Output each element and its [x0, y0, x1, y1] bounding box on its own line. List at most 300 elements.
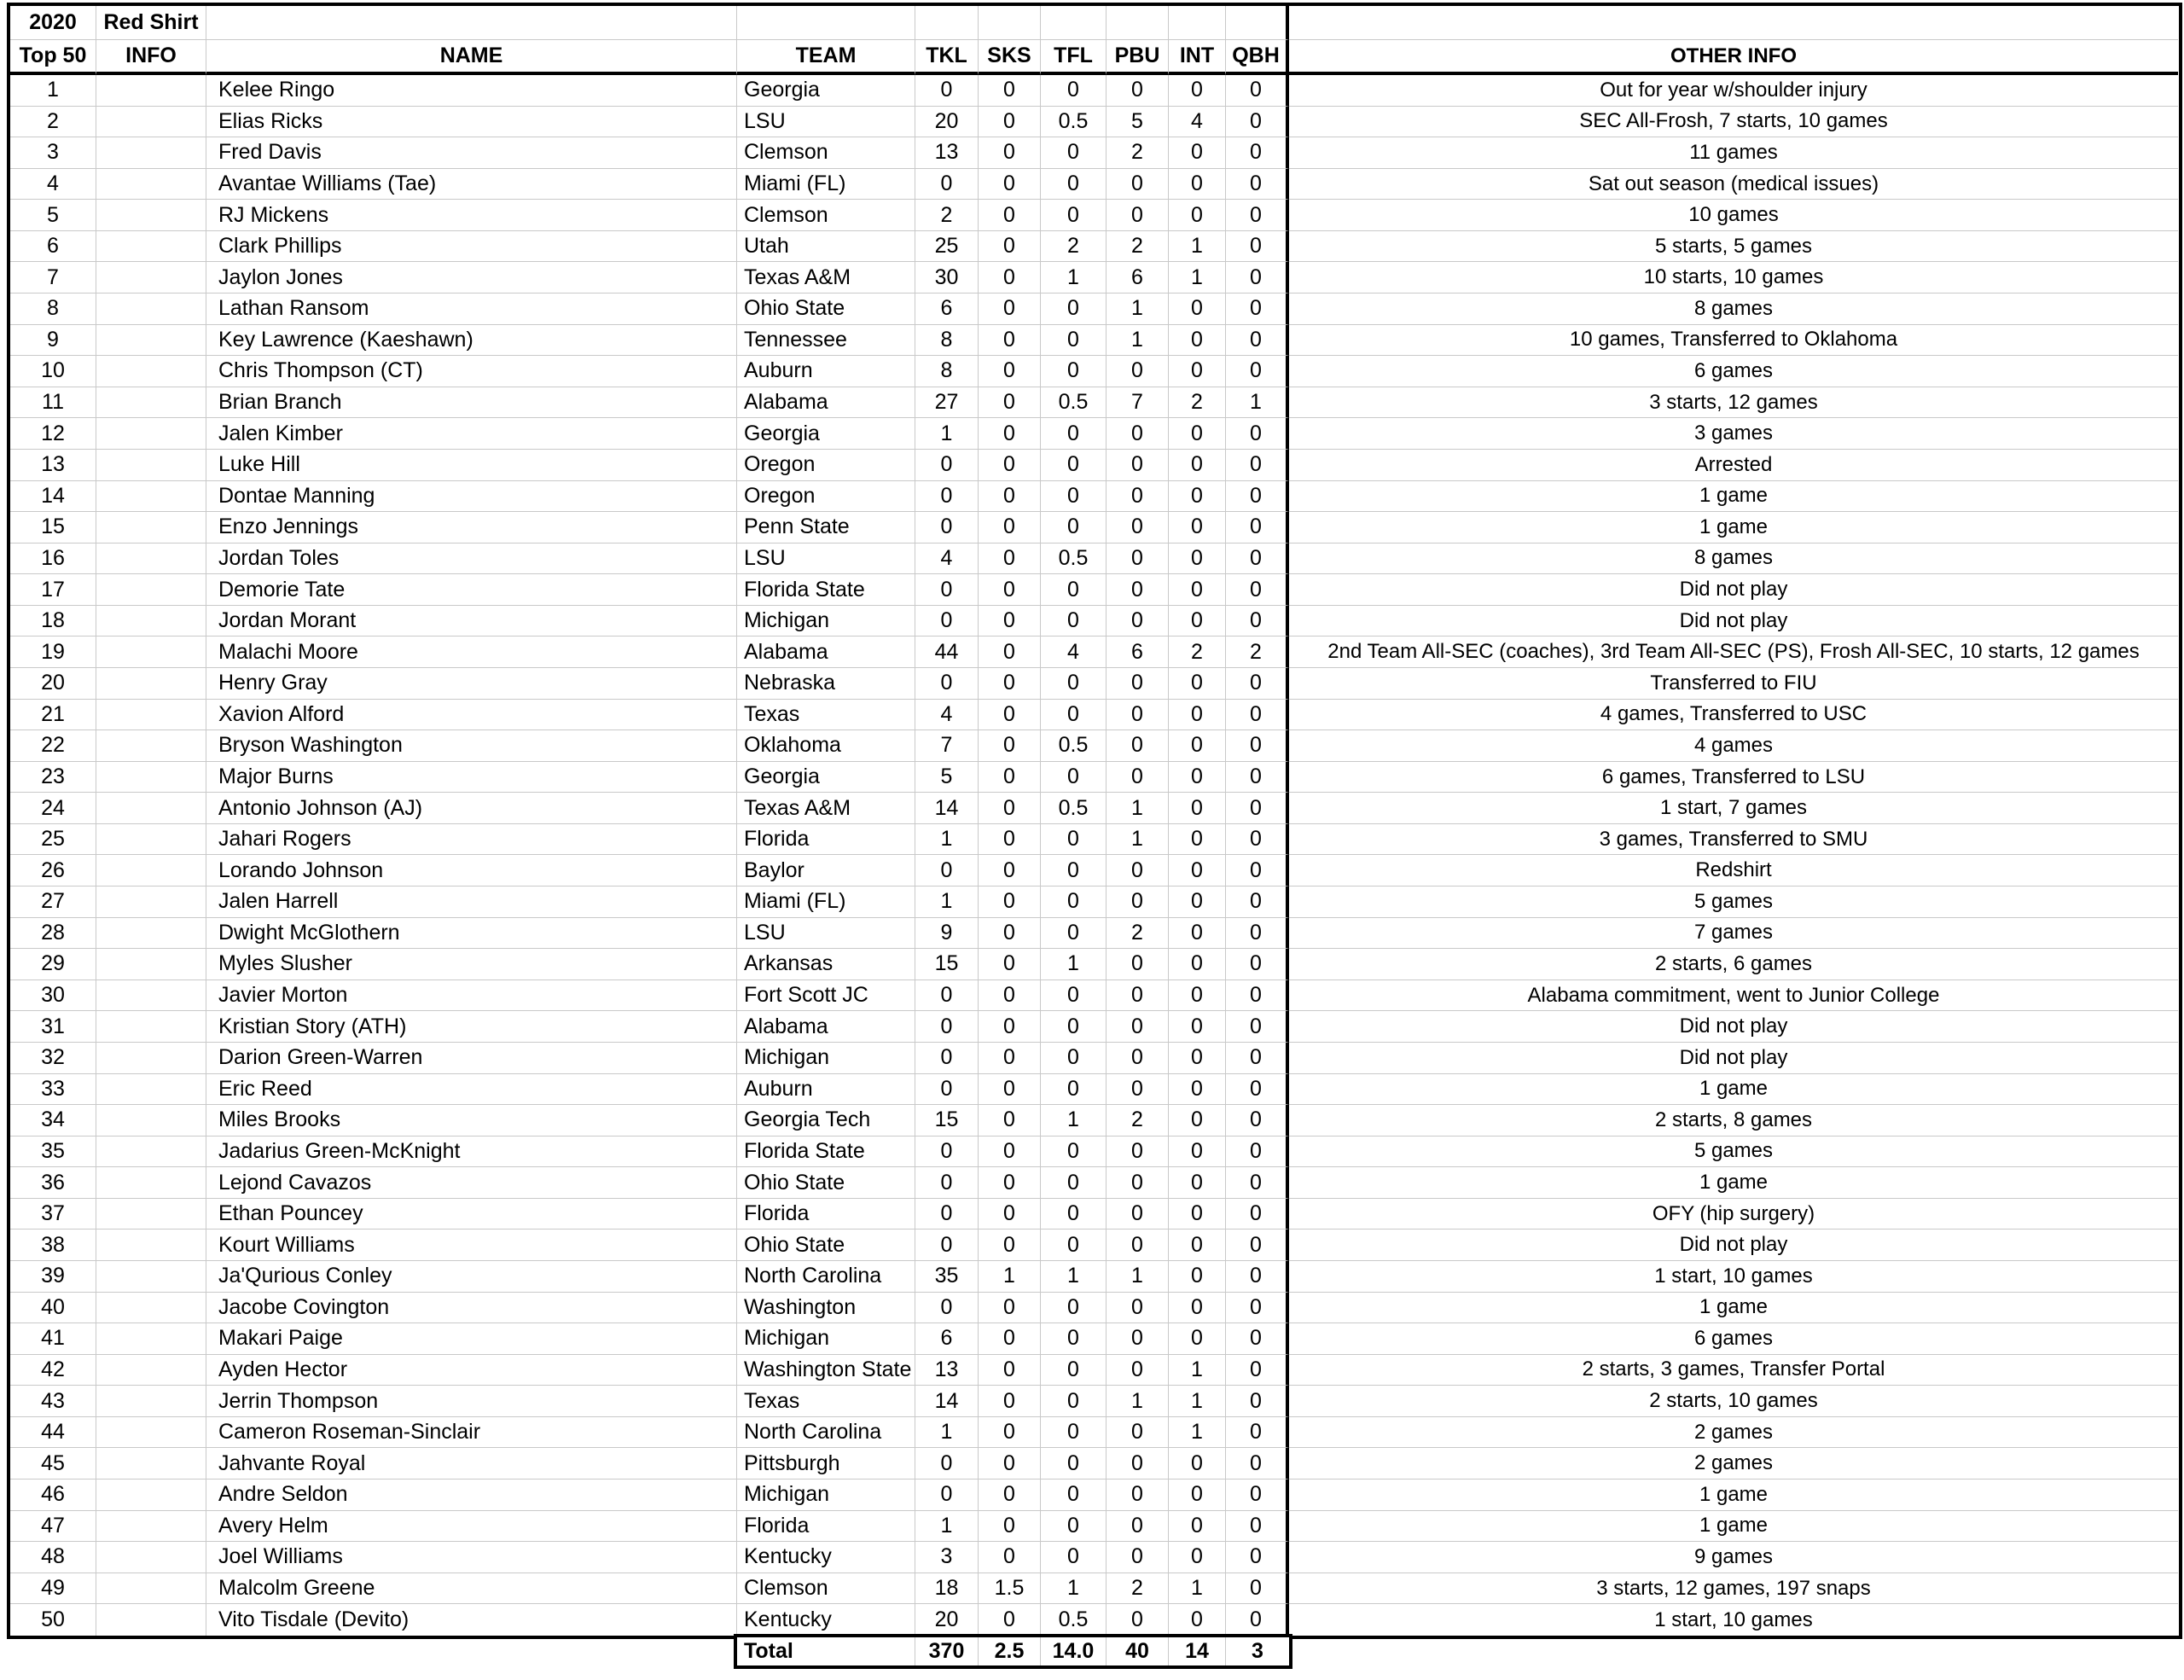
team-cell: Pittsburgh	[737, 1448, 915, 1479]
pbu-cell: 0	[1107, 1355, 1169, 1386]
name-cell: Brian Branch	[206, 387, 737, 419]
sks-cell: 1.5	[979, 1573, 1041, 1605]
int-cell: 0	[1169, 75, 1226, 107]
rank-cell: 35	[10, 1136, 96, 1168]
qbh-cell: 0	[1226, 730, 1289, 762]
int-cell: 0	[1169, 200, 1226, 231]
team-cell: Washington	[737, 1293, 915, 1324]
tfl-cell: 0	[1041, 606, 1107, 637]
team-cell: Oregon	[737, 450, 915, 481]
pbu-cell: 1	[1107, 1386, 1169, 1417]
tkl-cell: 15	[915, 1105, 979, 1136]
tfl-cell: 4	[1041, 637, 1107, 668]
qbh-cell: 0	[1226, 1386, 1289, 1417]
pbu-cell: 5	[1107, 107, 1169, 138]
top50-stats-table	[7, 3, 2182, 1639]
rank-cell: 10	[10, 356, 96, 387]
rank-cell: 22	[10, 730, 96, 762]
int-cell: 0	[1169, 606, 1226, 637]
team-cell: LSU	[737, 107, 915, 138]
tkl-cell: 30	[915, 262, 979, 294]
pbu-cell: 0	[1107, 1011, 1169, 1043]
team-cell: Auburn	[737, 1074, 915, 1106]
qbh-cell: 0	[1226, 887, 1289, 918]
int-cell: 0	[1169, 824, 1226, 856]
tkl-cell: 0	[915, 1043, 979, 1074]
qbh-cell: 0	[1226, 294, 1289, 325]
other-info-cell: 3 games	[1289, 418, 2178, 450]
other-info-cell: 2 starts, 10 games	[1289, 1386, 2178, 1417]
pbu-cell: 0	[1107, 1043, 1169, 1074]
other-info-cell: Transferred to FIU	[1289, 668, 2178, 700]
tfl-cell: 0	[1041, 1011, 1107, 1043]
int-cell: 0	[1169, 855, 1226, 887]
int-cell: 4	[1169, 107, 1226, 138]
qbh-cell: 0	[1226, 1136, 1289, 1168]
team-cell: Penn State	[737, 512, 915, 544]
tkl-cell: 44	[915, 637, 979, 668]
other-info-cell: 2 games	[1289, 1417, 2178, 1449]
sks-cell: 0	[979, 1043, 1041, 1074]
rank-cell: 26	[10, 855, 96, 887]
other-info-cell: Arrested	[1289, 450, 2178, 481]
name-cell: Miles Brooks	[206, 1105, 737, 1136]
sks-cell: 0	[979, 793, 1041, 824]
pbu-cell: 0	[1107, 1074, 1169, 1106]
pbu-cell: 0	[1107, 668, 1169, 700]
tkl-cell: 0	[915, 1167, 979, 1199]
other-info-cell: 1 game	[1289, 1167, 2178, 1199]
qbh-cell: 0	[1226, 1417, 1289, 1449]
name-cell: Dontae Manning	[206, 481, 737, 513]
tfl-cell: 0	[1041, 1136, 1107, 1168]
tfl-cell: 0	[1041, 1199, 1107, 1230]
pbu-cell: 0	[1107, 1136, 1169, 1168]
name-cell: Elias Ricks	[206, 107, 737, 138]
qbh-cell: 0	[1226, 1323, 1289, 1355]
redshirt-cell	[96, 1448, 206, 1479]
sks-cell: 0	[979, 1448, 1041, 1479]
tfl-cell: 0	[1041, 887, 1107, 918]
tkl-cell: 0	[915, 1229, 979, 1261]
rank-cell: 37	[10, 1199, 96, 1230]
name-cell: Cameron Roseman-Sinclair	[206, 1417, 737, 1449]
sks-header: SKS	[979, 40, 1041, 75]
team-cell: Miami (FL)	[737, 169, 915, 201]
int-cell: 0	[1169, 1293, 1226, 1324]
qbh-cell: 0	[1226, 356, 1289, 387]
sks-cell: 0	[979, 75, 1041, 107]
tkl-cell: 13	[915, 137, 979, 169]
redshirt-cell	[96, 544, 206, 575]
tkl-cell: 0	[915, 481, 979, 513]
name-cell: Key Lawrence (Kaeshawn)	[206, 325, 737, 357]
other-info-cell: Did not play	[1289, 574, 2178, 606]
rank-cell: 50	[10, 1604, 96, 1636]
tfl-header: TFL	[1041, 40, 1107, 75]
redshirt-cell	[96, 1604, 206, 1636]
tkl-header: TKL	[915, 40, 979, 75]
sks-cell: 0	[979, 918, 1041, 950]
team-cell: Alabama	[737, 1011, 915, 1043]
sks-cell: 0	[979, 387, 1041, 419]
qbh-cell: 0	[1226, 231, 1289, 263]
tfl-cell: 1	[1041, 1105, 1107, 1136]
qbh-cell: 0	[1226, 1105, 1289, 1136]
redshirt-cell	[96, 980, 206, 1012]
tkl-cell: 0	[915, 1479, 979, 1511]
name-cell: Henry Gray	[206, 668, 737, 700]
pbu-cell: 0	[1107, 1604, 1169, 1636]
redshirt-cell	[96, 1573, 206, 1605]
int-cell: 2	[1169, 637, 1226, 668]
tfl-cell: 0	[1041, 1542, 1107, 1573]
team-cell: Georgia Tech	[737, 1105, 915, 1136]
tkl-cell: 0	[915, 1293, 979, 1324]
redshirt-cell	[96, 450, 206, 481]
other-info-cell: 7 games	[1289, 918, 2178, 950]
int-cell: 1	[1169, 1386, 1226, 1417]
other-info-cell: 2 starts, 8 games	[1289, 1105, 2178, 1136]
pbu-cell: 2	[1107, 918, 1169, 950]
int-cell: 0	[1169, 1323, 1226, 1355]
qbh-cell: 0	[1226, 574, 1289, 606]
name-cell: Bryson Washington	[206, 730, 737, 762]
tkl-cell: 8	[915, 356, 979, 387]
qbh-cell: 0	[1226, 544, 1289, 575]
team-cell: Georgia	[737, 418, 915, 450]
pbu-cell: 0	[1107, 980, 1169, 1012]
int-cell: 0	[1169, 169, 1226, 201]
sks-cell: 0	[979, 762, 1041, 793]
tfl-cell: 0	[1041, 169, 1107, 201]
sks-cell: 0	[979, 855, 1041, 887]
rank-cell: 28	[10, 918, 96, 950]
tfl-cell: 0	[1041, 762, 1107, 793]
sks-cell: 0	[979, 1105, 1041, 1136]
tfl-cell: 0	[1041, 1074, 1107, 1106]
int-cell: 0	[1169, 450, 1226, 481]
tkl-cell: 0	[915, 668, 979, 700]
int-cell: 0	[1169, 1011, 1226, 1043]
qbh-cell: 0	[1226, 949, 1289, 980]
name-cell: Antonio Johnson (AJ)	[206, 793, 737, 824]
pbu-cell: 0	[1107, 450, 1169, 481]
name-header: NAME	[206, 40, 737, 75]
tkl-cell: 1	[915, 418, 979, 450]
pbu-cell: 0	[1107, 1323, 1169, 1355]
team-cell: Oregon	[737, 481, 915, 513]
rank-cell: 24	[10, 793, 96, 824]
int-cell: 1	[1169, 1355, 1226, 1386]
sks-cell: 0	[979, 1167, 1041, 1199]
tkl-cell: 7	[915, 730, 979, 762]
redshirt-cell	[96, 918, 206, 950]
sks-cell: 0	[979, 481, 1041, 513]
pbu-cell: 0	[1107, 200, 1169, 231]
tkl-cell: 6	[915, 294, 979, 325]
other-info-cell: 5 starts, 5 games	[1289, 231, 2178, 263]
team-cell: Fort Scott JC	[737, 980, 915, 1012]
rank-cell: 41	[10, 1323, 96, 1355]
qbh-cell: 0	[1226, 1355, 1289, 1386]
tfl-cell: 0	[1041, 1511, 1107, 1543]
pbu-cell: 0	[1107, 949, 1169, 980]
other-info-cell: Did not play	[1289, 1011, 2178, 1043]
sks-cell: 0	[979, 1417, 1041, 1449]
name-cell: Dwight McGlothern	[206, 918, 737, 950]
qbh-cell: 0	[1226, 1293, 1289, 1324]
tfl-cell: 0	[1041, 574, 1107, 606]
team-cell: Baylor	[737, 855, 915, 887]
rank-cell: 36	[10, 1167, 96, 1199]
rank-cell: 21	[10, 700, 96, 731]
sks-cell: 0	[979, 1355, 1041, 1386]
pbu-cell: 0	[1107, 700, 1169, 731]
redshirt-cell	[96, 1229, 206, 1261]
team-cell: Kentucky	[737, 1604, 915, 1636]
redshirt-cell	[96, 169, 206, 201]
int-cell: 0	[1169, 1074, 1226, 1106]
qbh-cell: 0	[1226, 1511, 1289, 1543]
rank-header: Top 50	[10, 40, 96, 75]
name-cell: Jahari Rogers	[206, 824, 737, 856]
int-cell: 0	[1169, 294, 1226, 325]
tkl-cell: 3	[915, 1542, 979, 1573]
tkl-cell: 0	[915, 1199, 979, 1230]
pbu-cell: 0	[1107, 356, 1169, 387]
team-cell: Texas A&M	[737, 262, 915, 294]
tkl-cell: 35	[915, 1261, 979, 1293]
other-info-cell: 1 start, 7 games	[1289, 793, 2178, 824]
int-cell: 0	[1169, 1542, 1226, 1573]
sks-cell: 0	[979, 887, 1041, 918]
rank-cell: 13	[10, 450, 96, 481]
rank-cell: 16	[10, 544, 96, 575]
name-cell: Malcolm Greene	[206, 1573, 737, 1605]
tfl-cell: 0	[1041, 1323, 1107, 1355]
qbh-cell: 0	[1226, 1604, 1289, 1636]
total-int: 14	[1169, 1637, 1226, 1665]
pbu-cell: 0	[1107, 1293, 1169, 1324]
pbu-cell: 0	[1107, 730, 1169, 762]
tfl-cell: 0	[1041, 294, 1107, 325]
tfl-cell: 0	[1041, 1293, 1107, 1324]
tfl-cell: 0	[1041, 1229, 1107, 1261]
name-cell: Xavion Alford	[206, 700, 737, 731]
sks-cell: 0	[979, 262, 1041, 294]
team-cell: Ohio State	[737, 1167, 915, 1199]
tkl-cell: 25	[915, 231, 979, 263]
pbu-cell: 0	[1107, 544, 1169, 575]
tfl-cell: 0	[1041, 512, 1107, 544]
redshirt-cell	[96, 1261, 206, 1293]
rank-cell: 46	[10, 1479, 96, 1511]
qbh-header: QBH	[1226, 40, 1289, 75]
qbh-cell: 0	[1226, 450, 1289, 481]
other-info-cell: 6 games	[1289, 1323, 2178, 1355]
rank-cell: 15	[10, 512, 96, 544]
rank-cell: 9	[10, 325, 96, 357]
redshirt-cell	[96, 325, 206, 357]
pbu-cell: 2	[1107, 137, 1169, 169]
tfl-cell: 0	[1041, 356, 1107, 387]
team-cell: Florida	[737, 824, 915, 856]
redshirt-cell	[96, 107, 206, 138]
int-cell: 0	[1169, 481, 1226, 513]
tfl-cell: 0.5	[1041, 107, 1107, 138]
sks-cell: 0	[979, 606, 1041, 637]
redshirt-cell	[96, 606, 206, 637]
redshirt-cell	[96, 887, 206, 918]
redshirt-cell	[96, 574, 206, 606]
sks-cell: 0	[979, 1542, 1041, 1573]
tkl-cell: 2	[915, 200, 979, 231]
pbu-cell: 0	[1107, 762, 1169, 793]
redshirt-cell	[96, 356, 206, 387]
rank-cell: 25	[10, 824, 96, 856]
int-cell: 0	[1169, 1199, 1226, 1230]
name-cell: Kelee Ringo	[206, 75, 737, 107]
qbh-cell: 0	[1226, 418, 1289, 450]
redshirt-cell	[96, 1479, 206, 1511]
int-cell: 0	[1169, 762, 1226, 793]
tkl-cell: 0	[915, 1074, 979, 1106]
tkl-cell: 14	[915, 1386, 979, 1417]
rank-cell: 38	[10, 1229, 96, 1261]
tkl-cell: 0	[915, 855, 979, 887]
qbh-cell: 0	[1226, 200, 1289, 231]
sks-cell: 0	[979, 574, 1041, 606]
other-info-cell: SEC All-Frosh, 7 starts, 10 games	[1289, 107, 2178, 138]
other-info-cell: Did not play	[1289, 606, 2178, 637]
int-cell: 1	[1169, 1573, 1226, 1605]
redshirt-cell	[96, 75, 206, 107]
pbu-cell: 0	[1107, 1417, 1169, 1449]
team-cell: Ohio State	[737, 294, 915, 325]
redshirt-cell	[96, 730, 206, 762]
redshirt-cell	[96, 1199, 206, 1230]
rank-cell: 30	[10, 980, 96, 1012]
rank-cell: 4	[10, 169, 96, 201]
rank-cell: 40	[10, 1293, 96, 1324]
rank-cell: 42	[10, 1355, 96, 1386]
qbh-cell: 0	[1226, 137, 1289, 169]
tfl-cell: 0	[1041, 200, 1107, 231]
sks-cell: 0	[979, 700, 1041, 731]
pbu-cell: 0	[1107, 1167, 1169, 1199]
qbh-cell: 0	[1226, 1479, 1289, 1511]
int-cell: 0	[1169, 668, 1226, 700]
redshirt-header: INFO	[96, 40, 206, 75]
tkl-cell: 15	[915, 949, 979, 980]
other-info-cell: 6 games, Transferred to LSU	[1289, 762, 2178, 793]
other-header-top-empty	[1289, 6, 2178, 40]
qbh-cell: 1	[1226, 387, 1289, 419]
total-row	[734, 1634, 1292, 1669]
redshirt-cell	[96, 1417, 206, 1449]
sks-cell: 0	[979, 418, 1041, 450]
tkl-cell: 1	[915, 1511, 979, 1543]
rank-cell: 49	[10, 1573, 96, 1605]
int-cell: 1	[1169, 262, 1226, 294]
tkl-cell: 4	[915, 544, 979, 575]
sks-cell: 0	[979, 980, 1041, 1012]
sks-cell: 0	[979, 325, 1041, 357]
rank-cell: 44	[10, 1417, 96, 1449]
other-info-header: OTHER INFO	[1289, 40, 2178, 75]
int-cell: 0	[1169, 1261, 1226, 1293]
pbu-cell: 2	[1107, 231, 1169, 263]
int-header-top-empty	[1169, 6, 1226, 40]
qbh-cell: 0	[1226, 169, 1289, 201]
sks-cell: 0	[979, 107, 1041, 138]
int-cell: 0	[1169, 325, 1226, 357]
other-info-cell: 2 starts, 3 games, Transfer Portal	[1289, 1355, 2178, 1386]
qbh-cell: 0	[1226, 980, 1289, 1012]
redshirt-cell	[96, 200, 206, 231]
tkl-cell: 20	[915, 107, 979, 138]
name-cell: Jadarius Green-McKnight	[206, 1136, 737, 1168]
team-cell: LSU	[737, 544, 915, 575]
team-cell: Michigan	[737, 1043, 915, 1074]
sks-cell: 0	[979, 356, 1041, 387]
tfl-cell: 0	[1041, 75, 1107, 107]
qbh-cell: 0	[1226, 824, 1289, 856]
tkl-cell: 13	[915, 1355, 979, 1386]
rank-cell: 17	[10, 574, 96, 606]
other-info-cell: Did not play	[1289, 1229, 2178, 1261]
other-info-cell: 1 start, 10 games	[1654, 1607, 1813, 1631]
tkl-cell: 0	[915, 1136, 979, 1168]
pbu-cell: 0	[1107, 1199, 1169, 1230]
int-cell: 0	[1169, 1136, 1226, 1168]
tkl-cell: 0	[915, 606, 979, 637]
sks-cell: 0	[979, 200, 1041, 231]
team-cell: Michigan	[737, 1323, 915, 1355]
pbu-cell: 0	[1107, 574, 1169, 606]
rank-cell: 27	[10, 887, 96, 918]
tkl-cell: 9	[915, 918, 979, 950]
pbu-cell: 0	[1107, 75, 1169, 107]
team-cell: Kentucky	[737, 1542, 915, 1573]
name-cell: Jahvante Royal	[206, 1448, 737, 1479]
name-cell: Lathan Ransom	[206, 294, 737, 325]
name-cell: Joel Williams	[206, 1542, 737, 1573]
tfl-cell: 1	[1041, 1261, 1107, 1293]
pbu-cell: 0	[1107, 418, 1169, 450]
int-cell: 0	[1169, 949, 1226, 980]
name-cell: Major Burns	[206, 762, 737, 793]
int-cell: 0	[1169, 1511, 1226, 1543]
pbu-cell: 2	[1107, 1573, 1169, 1605]
tfl-cell: 0	[1041, 668, 1107, 700]
redshirt-cell	[96, 512, 206, 544]
int-cell: 0	[1169, 1105, 1226, 1136]
name-cell: Lorando Johnson	[206, 855, 737, 887]
team-cell: Auburn	[737, 356, 915, 387]
other-info-cell: 1 game	[1289, 1074, 2178, 1106]
qbh-cell: 2	[1226, 637, 1289, 668]
name-cell: Darion Green-Warren	[206, 1043, 737, 1074]
name-cell: Avantae Williams (Tae)	[206, 169, 737, 201]
int-cell: 0	[1169, 1229, 1226, 1261]
redshirt-cell	[96, 1355, 206, 1386]
int-cell: 0	[1169, 980, 1226, 1012]
qbh-cell: 0	[1226, 1199, 1289, 1230]
other-info-cell: 3 starts, 12 games	[1289, 387, 2178, 419]
sks-cell: 0	[979, 544, 1041, 575]
